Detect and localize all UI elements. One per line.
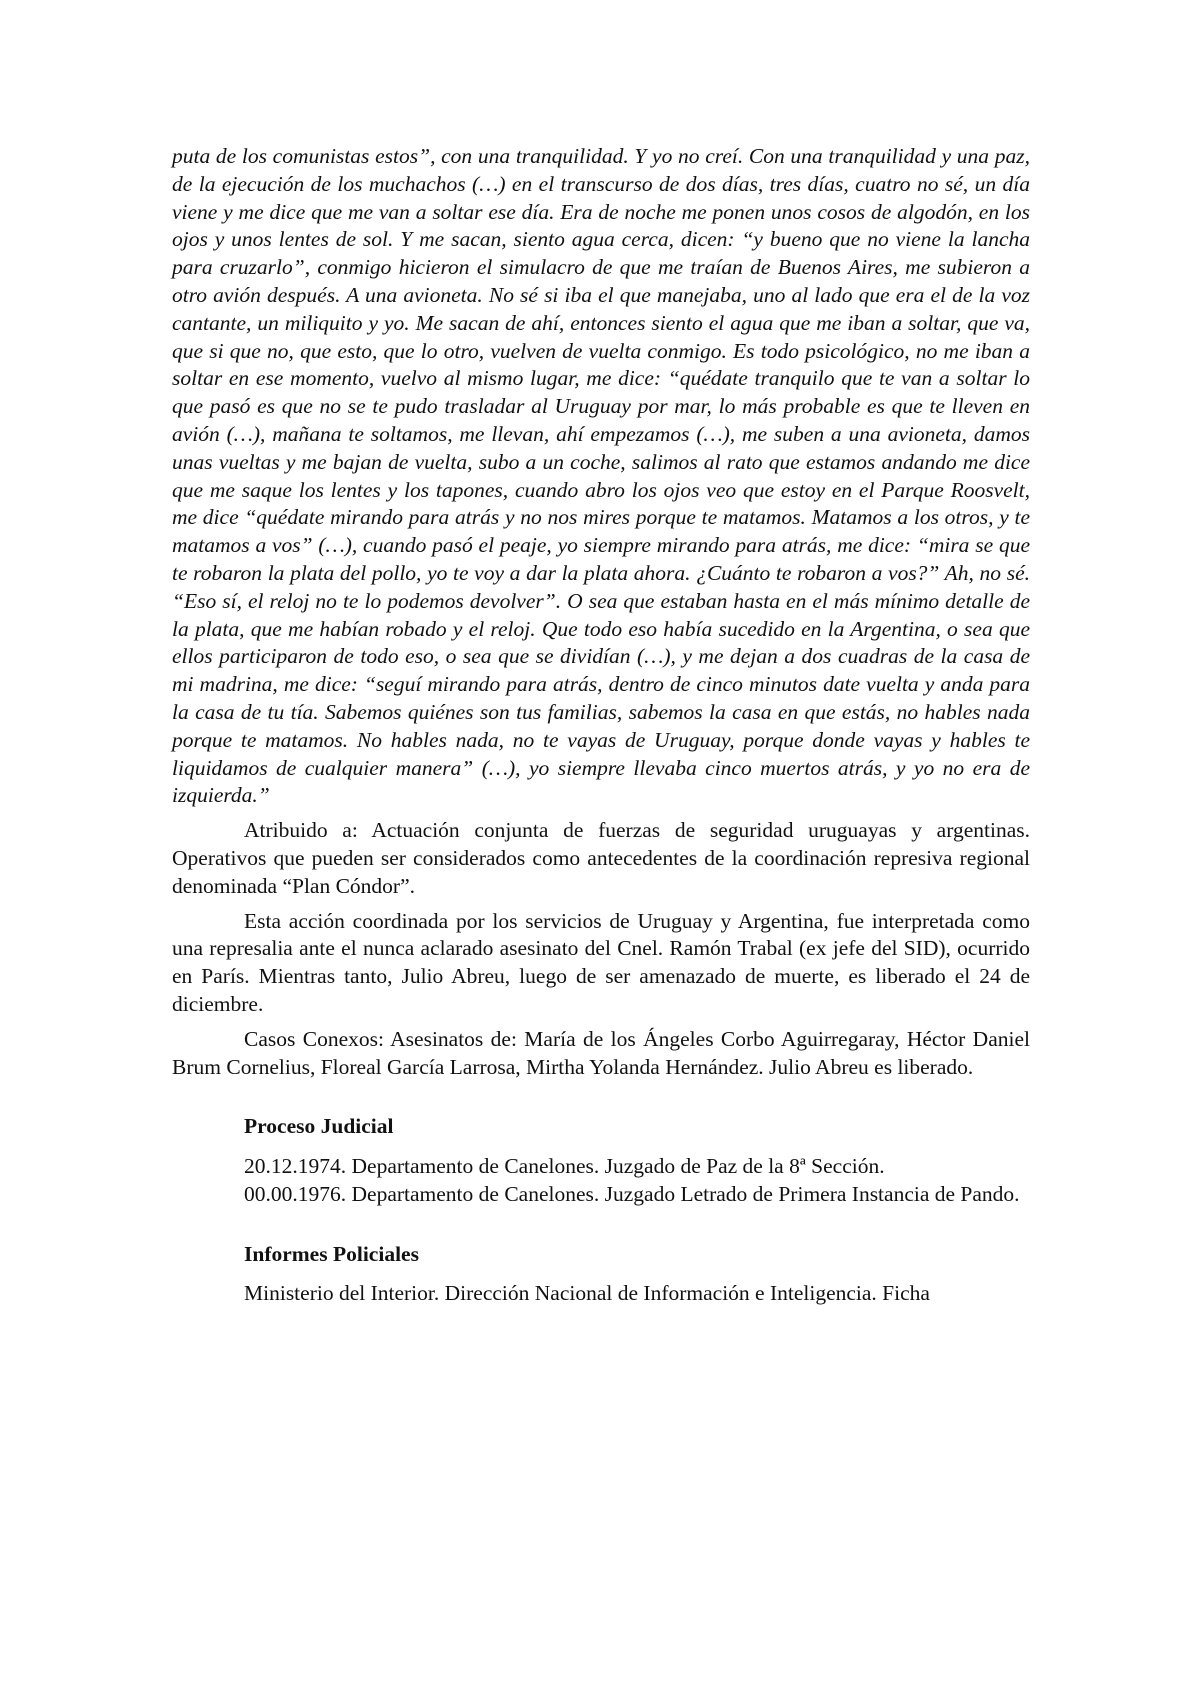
proceso-item-2: 00.00.1976. Departamento de Canelones. Juzgado Letrado de Primera Instancia de Pando. bbox=[244, 1181, 1020, 1206]
informes-policiales-heading: Informes Policiales bbox=[244, 1241, 419, 1266]
informes-paragraph: Ministerio del Interior. Dirección Nacional de Información e Inteligencia. Ficha bbox=[244, 1281, 930, 1306]
proceso-item-1: 20.12.1974. Departamento de Canelones. Juzgado de Paz de la 8ª Sección. bbox=[244, 1154, 885, 1179]
proceso-judicial-heading: Proceso Judicial bbox=[244, 1114, 394, 1139]
document-page bbox=[172, 143, 1030, 1308]
atribuido-paragraph: Atribuido a: Actuación conjunta de fuerzas de seguridad uruguayas y argentinas. Operativos que pueden ser considerados como antecedentes de la coordinación represiva regional denominada “Plan Cóndor”. bbox=[172, 818, 1030, 898]
accion-paragraph: Esta acción coordinada por los servicios de Uruguay y Argentina, fue interpretada como una represalia ante el nunca aclarado asesinato del Cnel. Ramón Trabal (ex jefe del SID), ocurrido en París. Mientras tanto, Julio Abreu, luego de ser amenazado de muerte, es liberado el 24 de diciembre. bbox=[172, 908, 1030, 1016]
testimony-quote: puta de los comunistas estos”, con una tranquilidad. Y yo no creí. Con una tranquilidad y una paz, de la ejecución de los muchachos (…) en el transcurso de dos días, tres días, cuatro no sé, un día viene y me dice que me van a soltar ese día. Era de noche me ponen unos cosos de algodón, en los ojos y unos lentes de sol. Y me sacan, siento agua cerca, dicen: “y bueno que no viene la lancha para cruzarlo”, conmigo hicieron el simulacro de que me traían de Buenos Aires, me subieron a otro avión después. A una avioneta. No sé si iba el que manejaba, uno al lado que era el de la voz cantante, un miliquito y yo. Me sacan de ahí, entonces siento el agua que me iban a soltar, que va, que si que no, que esto, que lo otro, vuelven de vuelta conmigo. Es todo psicológico, no me iban a soltar en ese momento, vuelvo al mismo lugar, me dice: “quédate tranquilo que te van a soltar lo que pasó es que no se te pudo trasladar al Uruguay por mar, lo más probable es que te lleven en avión (…), mañana te soltamos, me llevan, ahí empezamos (…), me suben a una avioneta, damos unas vueltas y me bajan de vuelta, subo a un coche, salimos al rato que estamos andando me dice que me saque los lentes y los tapones, cuando abro los ojos veo que estoy en el Parque Roosvelt, me dice “quédate mirando para atrás y no nos mires porque te matamos. Matamos a los otros, y te matamos a vos” (…), cuando pasó el peaje, yo siempre mirando para atrás, me dice: “mira se que te robaron la plata del pollo, yo te voy a dar la plata ahora. ¿Cuánto te robaron a vos?” Ah, no sé. “Eso sí, el reloj no te lo podemos devolver”. O sea que estaban hasta en el más mínimo detalle de la plata, que me habían robado y el reloj. Que todo eso había sucedido en la Argentina, o sea que ellos participaron de todo eso, o sea que se dividían (…), y me dejan a dos cuadras de la casa de mi madrina, me dice: “seguí mirando para atrás, dentro de cinco minutos date vuelta y anda para la casa de tu tía. Sabemos quiénes son tus familias, sabemos la casa en que estás, no hables nada porque te matamos. No hables nada, no te vayas de Uruguay, porque donde vayas y hables te liquidamos de cualquier manera” (…), yo siempre llevaba cinco muertos atrás, y yo no era de izquierda.” bbox=[172, 144, 1030, 808]
casos-conexos-paragraph: Casos Conexos: Asesinatos de: María de los Ángeles Corbo Aguirregaray, Héctor Daniel Brum Cornelius, Floreal García Larrosa, Mirtha Yolanda Hernández. Julio Abreu es liberado. bbox=[172, 1026, 1030, 1079]
